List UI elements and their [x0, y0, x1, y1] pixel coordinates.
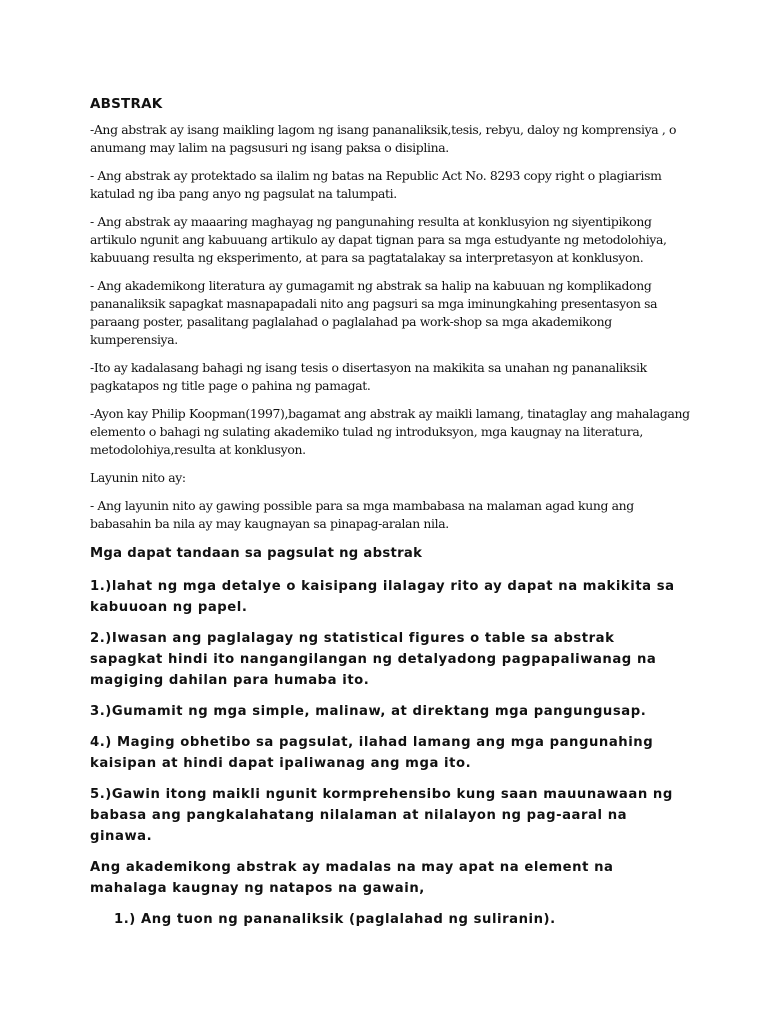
paragraph-results: - Ang abstrak ay maaaring maghayag ng pangunahing resulta at konklusyion ng siyentipikong artikulo ngunit ang kabuuang artikulo ay dapat tignan para sa mga estudyante ng metodolohiya, kabuuang resulta ng eksperimento, at para sa pagtatalakay sa interpretasyon at konklusyon. — [90, 214, 667, 265]
paragraph-koopman: -Ayon kay Philip Koopman(1997),bagamat ang abstrak ay maikli lamang, tinataglay ang mahalagang elemento o bahagi ng sulating akademiko tulad ng introduksyon, mga kaugnay na literatura, metodolohiya,resulta at konklusyon. — [90, 406, 690, 457]
paragraph-purpose: - Ang layunin nito ay gawing possible para sa mga mambabasa na malaman agad kung ang babasahin ba nila ay may kaugnayan sa pinapag-aralan nila. — [90, 498, 634, 531]
paragraph-literature: - Ang akademikong literatura ay gumagamit ng abstrak sa halip na kabuuan ng komplikadong pananaliksik sapagkat masnapapadali nito ang pagsuri sa mga iminungkahing presentasyon sa paraang poster, pasalitang paglalahad o paglalahad pa work-shop sa mga akademikong kumperensiya. — [90, 278, 658, 347]
tip-item: 5.)Gawin itong maikli ngunit kormprehensibo kung saan mauunawaan ng babasa ang pangkalahatang nilalaman at nilalayon ng pag-aaral na ginawa. — [90, 787, 673, 844]
tip-item: 3.)Gumamit ng mga simple, malinaw, at direktang mga pangungusap. — [90, 704, 647, 719]
section-heading: Mga dapat tandaan sa pagsulat ng abstrak — [90, 546, 423, 561]
tip-item: 1.)lahat ng mga detalye o kaisipang ilalagay rito ay dapat na makikita sa kabuuoan ng papel. — [90, 579, 675, 615]
document-page — [90, 96, 690, 940]
element-item: 1.) Ang tuon ng pananaliksik (paglalahad ng suliranin). — [114, 912, 556, 927]
paragraph-thesis-part: -Ito ay kadalasang bahagi ng isang tesis o disertasyon na makikita sa unahan ng pananaliksik pagkatapos ng title page o pahina ng pamagat. — [90, 360, 647, 393]
elements-intro: Ang akademikong abstrak ay madalas na may apat na element na mahalaga kaugnay ng natapos na gawain, — [90, 860, 614, 896]
tip-item: 4.) Maging obhetibo sa pagsulat, ilahad lamang ang mga pangunahing kaisipan at hindi dapat ipaliwanag ang mga ito. — [90, 735, 654, 771]
paragraph-purpose-label: Layunin nito ay: — [90, 470, 186, 485]
paragraph-definition: -Ang abstrak ay isang maikling lagom ng isang pananaliksik,tesis, rebyu, daloy ng komprensiya , o anumang may lalim na pagsusuri ng isang paksa o disiplina. — [90, 122, 677, 155]
document-title: ABSTRAK — [90, 96, 163, 112]
paragraph-protection: - Ang abstrak ay protektado sa ilalim ng batas na Republic Act No. 8293 copy right o plagiarism katulad ng iba pang anyo ng pagsulat na talumpati. — [90, 168, 662, 201]
tip-item: 2.)Iwasan ang paglalagay ng statistical figures o table sa abstrak sapagkat hindi ito nangangilangan ng detalyadong pagpapaliwanag na magiging dahilan para humaba ito. — [90, 631, 657, 688]
